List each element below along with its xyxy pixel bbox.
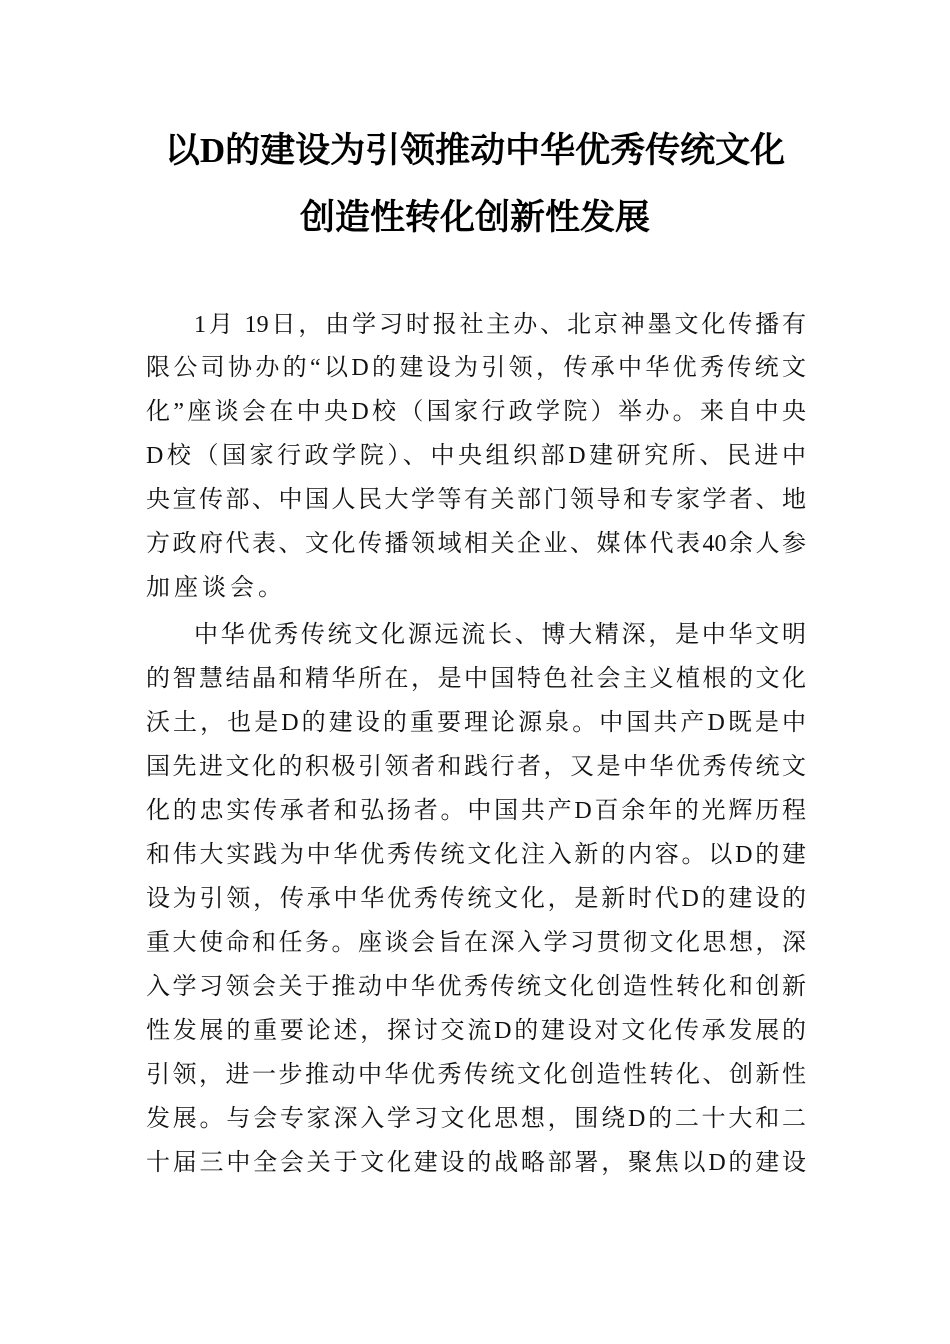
paragraph-line: 国先进文化的积极引领者和践行者，又是中华优秀传统文	[146, 754, 806, 780]
paragraph-line: 引领，进一步推动中华优秀传统文化创造性转化、创新性	[146, 1062, 806, 1088]
paragraph-line: 加座谈会。	[146, 575, 286, 601]
paragraph-line: 限公司协办的“以D的建设为引领，传承中华优秀传统文	[146, 355, 806, 381]
paragraph-line: 中华优秀传统文化源远流长、博大精深，是中华文明	[194, 622, 806, 648]
paragraph-line: 化”座谈会在中央D校（国家行政学院）举办。来自中央	[146, 399, 806, 425]
paragraph-line: 沃土，也是D的建设的重要理论源泉。中国共产D既是中	[146, 710, 806, 736]
paragraph-line: 1月 19日，由学习时报社主办、北京神墨文化传播有	[194, 312, 806, 338]
paragraph-line: 化的忠实传承者和弘扬者。中国共产D百余年的光辉历程	[146, 798, 806, 824]
paragraph-line: 方政府代表、文化传播领域相关企业、媒体代表40余人参	[146, 531, 806, 557]
paragraph-line: 入学习领会关于推动中华优秀传统文化创造性转化和创新	[146, 974, 806, 1000]
document-title-line-1: 以D的建设为引领推动中华优秀传统文化	[164, 131, 786, 170]
paragraph-line: 央宣传部、中国人民大学等有关部门领导和专家学者、地	[146, 487, 806, 513]
paragraph-line: 和伟大实践为中华优秀传统文化注入新的内容。以D的建	[146, 842, 806, 868]
paragraph-line: 设为引领，传承中华优秀传统文化，是新时代D的建设的	[146, 886, 806, 912]
paragraph-line: 发展。与会专家深入学习文化思想，围绕D的二十大和二	[146, 1106, 806, 1132]
document-title-line-2: 创造性转化创新性发展	[299, 198, 650, 237]
paragraph-line: 的智慧结晶和精华所在，是中国特色社会主义植根的文化	[146, 666, 806, 692]
paragraph-line: D校（国家行政学院）、中央组织部D建研究所、民进中	[146, 443, 806, 469]
paragraph-line: 重大使命和任务。座谈会旨在深入学习贯彻文化思想，深	[146, 930, 806, 956]
paragraph-line: 十届三中全会关于文化建设的战略部署，聚焦以D的建设	[146, 1150, 806, 1176]
paragraph-line: 性发展的重要论述，探讨交流D的建设对文化传承发展的	[146, 1018, 806, 1044]
